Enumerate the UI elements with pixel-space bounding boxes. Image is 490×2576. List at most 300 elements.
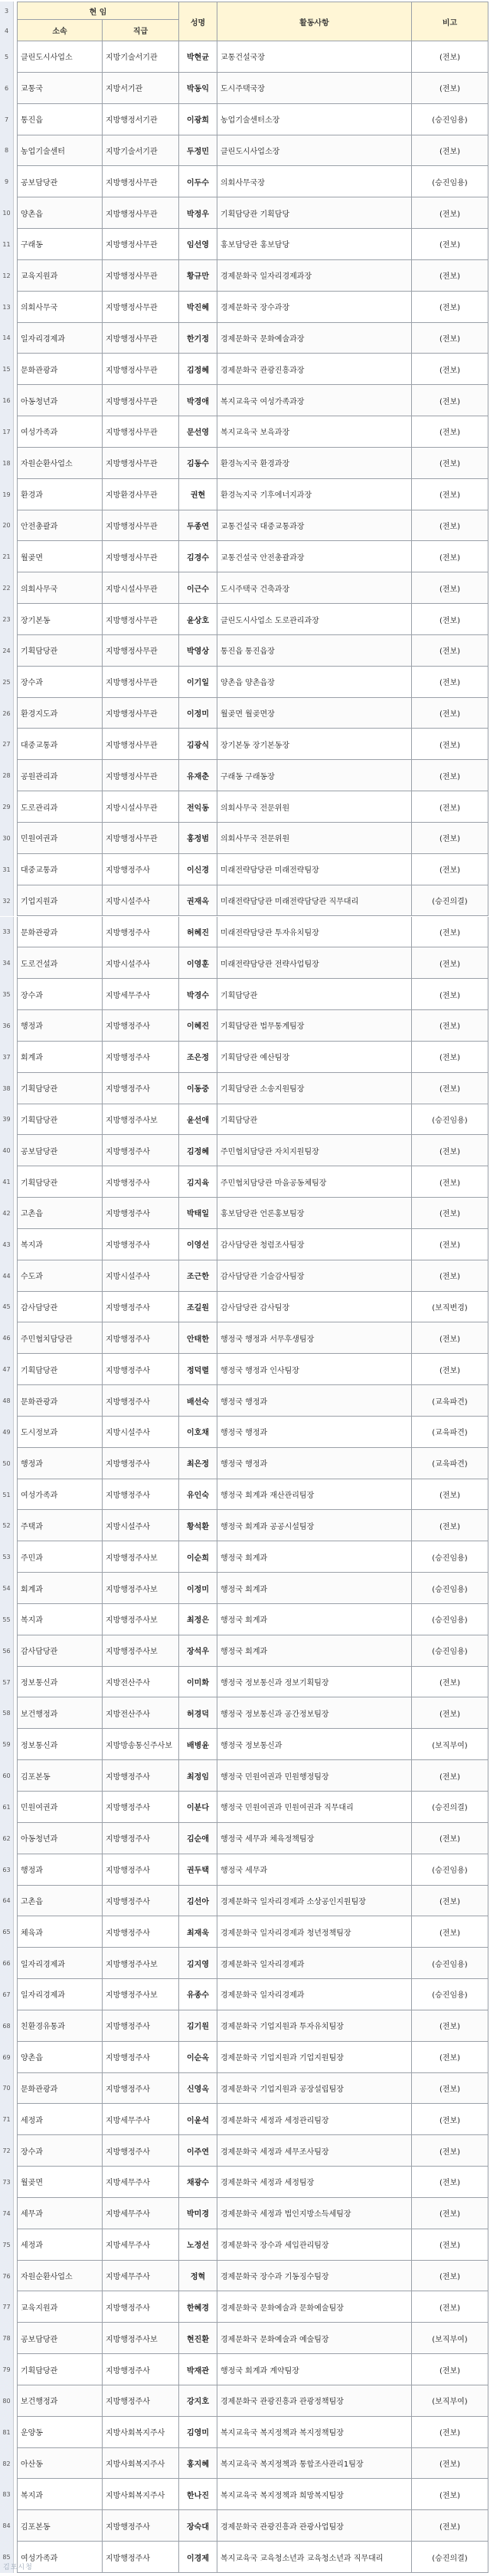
row-number: 60 (0, 1760, 14, 1792)
dept-cell: 교육지원과 (17, 2291, 103, 2322)
table-row (17, 1042, 488, 1073)
rank-cell: 지방시설주사 (103, 1510, 179, 1541)
table-row (17, 2385, 488, 2417)
rank-cell: 지방행정주사 (103, 1354, 179, 1384)
table-row (17, 2542, 488, 2573)
row-number: 67 (0, 1979, 14, 2010)
note-cell: (전보) (412, 323, 488, 354)
row-number: 8 (0, 135, 14, 167)
row-number: 73 (0, 2167, 14, 2198)
rank-cell: 지방전산주사 (103, 1667, 179, 1697)
rank-cell: 지방행정주사 (103, 2510, 179, 2541)
dept-cell: 기획담당관 (17, 1354, 103, 1384)
row-number: 72 (0, 2135, 14, 2167)
table-row (17, 2261, 488, 2292)
duty-cell: 미래전략담당관 투자유치팀장 (217, 917, 412, 947)
table-row (17, 760, 488, 791)
note-cell: (전보) (412, 1260, 488, 1291)
note-cell: (승진임용) (412, 1854, 488, 1885)
rank-cell: 지방행정사무관 (103, 292, 179, 322)
table-row (17, 73, 488, 104)
name-cell: 최정은 (179, 1604, 217, 1635)
dept-cell: 구래동 (17, 229, 103, 259)
duty-cell: 경제문화국 기업지원과 공장설립팀장 (217, 2073, 412, 2104)
row-number: 25 (0, 667, 14, 698)
table-row (17, 2510, 488, 2542)
duty-cell: 행정국 세무과 (217, 1854, 412, 1885)
note-cell: (교육파견) (412, 1448, 488, 1479)
table-row (17, 1760, 488, 1792)
row-number: 10 (0, 197, 14, 229)
rank-cell: 지방행정사무관 (103, 354, 179, 384)
rank-cell: 지방행정주사 (103, 1854, 179, 1885)
rank-cell: 지방사회복지주사 (103, 2448, 179, 2479)
name-cell: 박현균 (179, 41, 217, 72)
name-cell: 권두택 (179, 1854, 217, 1885)
duty-cell: 장기본동 장기본동장 (217, 729, 412, 759)
note-cell: (승진임용) (412, 1541, 488, 1572)
row-number: 77 (0, 2291, 14, 2323)
dept-cell: 환경과 (17, 479, 103, 510)
table-row (17, 885, 488, 917)
row-number: 84 (0, 2510, 14, 2542)
name-cell: 조근한 (179, 1260, 217, 1291)
row-number: 66 (0, 1948, 14, 1979)
name-cell: 이정미 (179, 1573, 217, 1603)
row-number: 32 (0, 885, 14, 917)
rank-cell: 지방행정주사 (103, 2135, 179, 2166)
note-cell: (전보) (412, 1198, 488, 1228)
name-cell: 이순옥 (179, 2042, 217, 2072)
duty-cell: 환경녹지국 기후에너지과장 (217, 479, 412, 510)
header-name: 성명 (179, 2, 217, 41)
dept-cell: 주민협치담당관 (17, 1322, 103, 1353)
row-number: 33 (0, 917, 14, 948)
row-number: 62 (0, 1823, 14, 1854)
name-cell: 윤선애 (179, 1104, 217, 1135)
table-row (17, 385, 488, 416)
dept-cell: 기획담당관 (17, 1073, 103, 1104)
rank-cell: 지방행정주사보 (103, 1541, 179, 1572)
rank-cell: 지방행정주사보 (103, 1573, 179, 1603)
table-row (17, 1886, 488, 1917)
row-number: 76 (0, 2261, 14, 2292)
note-cell: (전보) (412, 416, 488, 447)
table-row (17, 667, 488, 698)
rank-cell: 지방세무주사 (103, 2261, 179, 2291)
dept-cell: 복지과 (17, 2479, 103, 2509)
row-number: 18 (0, 448, 14, 479)
rank-cell: 지방행정사무관 (103, 197, 179, 228)
name-cell: 이신경 (179, 854, 217, 885)
dept-cell: 대중교통과 (17, 854, 103, 885)
dept-cell: 도시정보과 (17, 1417, 103, 1447)
note-cell: (전보) (412, 1042, 488, 1072)
note-cell: (전보) (412, 2479, 488, 2509)
name-cell: 장석우 (179, 1635, 217, 1666)
dept-cell: 교통국 (17, 73, 103, 103)
rank-cell: 지방행정사무관 (103, 510, 179, 541)
note-cell: (전보) (412, 2510, 488, 2541)
table-row (17, 104, 488, 135)
name-cell: 박경애 (179, 385, 217, 416)
name-cell: 유종수 (179, 1979, 217, 2010)
duty-cell: 환경녹지국 환경과장 (217, 448, 412, 478)
name-cell: 김경수 (179, 541, 217, 572)
note-cell: (교육파견) (412, 1417, 488, 1447)
rank-cell: 지방사회복지주사 (103, 2479, 179, 2509)
table-row (17, 1135, 488, 1166)
duty-cell: 도시주택국장 (217, 73, 412, 103)
dept-cell: 공보담당관 (17, 1135, 103, 1166)
table-row (17, 1198, 488, 1229)
name-cell: 전익동 (179, 791, 217, 822)
note-cell: (전보) (412, 1916, 488, 1947)
rank-cell: 지방행정주사 (103, 1823, 179, 1854)
table-row (17, 2323, 488, 2354)
row-number: 71 (0, 2104, 14, 2135)
table-row (17, 229, 488, 260)
rank-cell: 지방행정주사 (103, 1292, 179, 1322)
name-cell: 박동익 (179, 73, 217, 103)
dept-cell: 환경지도과 (17, 698, 103, 729)
rank-cell: 지방행정주사 (103, 2042, 179, 2072)
row-number: 54 (0, 1573, 14, 1604)
row-number: 69 (0, 2042, 14, 2073)
note-cell: (전보) (412, 698, 488, 729)
row-number: 50 (0, 1448, 14, 1479)
dept-cell: 행정과 (17, 1010, 103, 1041)
name-cell: 현진환 (179, 2323, 217, 2353)
table-row (17, 1510, 488, 1541)
note-cell: (전보) (412, 1135, 488, 1166)
rank-cell: 지방행정주사보 (103, 1604, 179, 1635)
note-cell: (전보) (412, 541, 488, 572)
table-row (17, 1823, 488, 1854)
rank-cell: 지방시설사무관 (103, 791, 179, 822)
dept-cell: 일자리경제과 (17, 323, 103, 354)
name-cell: 박정우 (179, 197, 217, 228)
row-number: 58 (0, 1697, 14, 1729)
duty-cell: 행정국 민원여권과 민원여권과 직무대리 (217, 1792, 412, 1822)
note-cell: (승진임용) (412, 166, 488, 197)
duty-cell: 행정국 회계과 계약팀장 (217, 2354, 412, 2385)
name-cell: 황석환 (179, 1510, 217, 1541)
note-cell: (전보) (412, 2135, 488, 2166)
note-cell: (전보) (412, 1073, 488, 1104)
rank-cell: 지방행정사무관 (103, 667, 179, 697)
duty-cell: 경제문화국 세정과 세정관리팀장 (217, 2104, 412, 2134)
note-cell: (승진임용) (412, 1604, 488, 1635)
name-cell: 한기정 (179, 323, 217, 354)
rank-cell: 지방행정서기관 (103, 104, 179, 135)
dept-cell: 문화관광과 (17, 1385, 103, 1416)
table-row (17, 2073, 488, 2105)
note-cell: (전보) (412, 41, 488, 72)
rank-cell: 지방행정주사 (103, 854, 179, 885)
note-cell: (전보) (412, 260, 488, 291)
name-cell: 이경제 (179, 2542, 217, 2572)
dept-cell: 도로건설과 (17, 947, 103, 978)
name-cell: 박미경 (179, 2198, 217, 2229)
note-cell: (전보) (412, 2291, 488, 2322)
note-cell: (전보) (412, 947, 488, 978)
row-number: 43 (0, 1229, 14, 1260)
dept-cell: 복지과 (17, 1604, 103, 1635)
row-number: 81 (0, 2417, 14, 2448)
table-row (17, 323, 488, 354)
rank-cell: 지방행정주사보 (103, 1948, 179, 1978)
rank-cell: 지방행정주사 (103, 2542, 179, 2572)
dept-cell: 문화관광과 (17, 2073, 103, 2104)
rank-cell: 지방시설주사 (103, 885, 179, 916)
note-cell: (전보) (412, 510, 488, 541)
note-cell: (전보) (412, 1760, 488, 1791)
duty-cell: 경제문화국 세정과 법인지방소득세팀장 (217, 2198, 412, 2229)
duty-cell: 홍보담당관 홍보담당 (217, 229, 412, 259)
duty-cell: 행정국 회계과 (217, 1541, 412, 1572)
rank-cell: 지방행정사무관 (103, 166, 179, 197)
duty-cell: 행정국 회계과 (217, 1573, 412, 1603)
duty-cell: 경제문화국 세정과 세무조사팀장 (217, 2135, 412, 2166)
rank-cell: 지방시설주사 (103, 1417, 179, 1447)
duty-cell: 행정국 행정과 (217, 1385, 412, 1416)
duty-cell: 경제문화국 일자리경제과 소상공인지원팀장 (217, 1886, 412, 1916)
rank-cell: 지방행정사무관 (103, 260, 179, 291)
table-row (17, 2198, 488, 2229)
name-cell: 김광식 (179, 729, 217, 759)
rank-cell: 지방행정주사 (103, 1166, 179, 1197)
name-cell: 이혜진 (179, 1010, 217, 1041)
rank-cell: 지방행정주사 (103, 1792, 179, 1822)
name-cell: 박태일 (179, 1198, 217, 1228)
dept-cell: 문화관광과 (17, 354, 103, 384)
table-row (17, 1385, 488, 1417)
dept-cell: 공원관리과 (17, 760, 103, 791)
dept-cell: 월곶면 (17, 541, 103, 572)
name-cell: 황규만 (179, 260, 217, 291)
row-number: 38 (0, 1073, 14, 1104)
duty-cell: 감사담당관 청렴조사팀장 (217, 1229, 412, 1260)
name-cell: 유인숙 (179, 1479, 217, 1510)
note-cell: (전보) (412, 1510, 488, 1541)
name-cell: 이영선 (179, 1229, 217, 1260)
duty-cell: 경제문화국 관광진흥과 관광사업팀장 (217, 2510, 412, 2541)
name-cell: 권재옥 (179, 885, 217, 916)
note-cell: (보직부여) (412, 1729, 488, 1759)
dept-cell: 아동청년과 (17, 1823, 103, 1854)
rank-cell: 지방행정주사 (103, 1479, 179, 1510)
row-number: 44 (0, 1260, 14, 1292)
header-duty: 활동사항 (217, 2, 412, 41)
table-row (17, 1322, 488, 1354)
name-cell: 이두수 (179, 166, 217, 197)
table-row (17, 1792, 488, 1823)
row-number: 9 (0, 166, 14, 197)
table-row (17, 1854, 488, 1886)
rank-cell: 지방행정사무관 (103, 541, 179, 572)
table-row (17, 135, 488, 167)
rank-cell: 지방행정사무관 (103, 604, 179, 634)
table-row (17, 2448, 488, 2480)
rank-cell: 지방행정사무관 (103, 385, 179, 416)
note-cell: (전보) (412, 604, 488, 634)
duty-cell: 구래동 구래동장 (217, 760, 412, 791)
name-cell: 채광수 (179, 2167, 217, 2197)
duty-cell: 경제문화국 장수과장 (217, 292, 412, 322)
note-cell: (전보) (412, 1166, 488, 1197)
row-number: 23 (0, 604, 14, 635)
rank-cell: 지방행정사무관 (103, 760, 179, 791)
note-cell: (전보) (412, 2167, 488, 2197)
duty-cell: 복지교육국 복지정책과 희망복지팀장 (217, 2479, 412, 2509)
dept-cell: 회계과 (17, 1042, 103, 1072)
row-number: 13 (0, 292, 14, 323)
rank-cell: 지방행정주사 (103, 1385, 179, 1416)
name-cell: 유재춘 (179, 760, 217, 791)
duty-cell: 경제문화국 기업지원과 기업지원팀장 (217, 2042, 412, 2072)
rank-cell: 지방기술서기관 (103, 135, 179, 166)
name-cell: 배병윤 (179, 1729, 217, 1759)
table-row (17, 1541, 488, 1573)
note-cell: (승진의결) (412, 2542, 488, 2572)
dept-cell: 클린도시사업소 (17, 41, 103, 72)
duty-cell: 양촌읍 양촌읍장 (217, 667, 412, 697)
row-number: 65 (0, 1916, 14, 1948)
name-cell: 이광희 (179, 104, 217, 135)
rank-cell: 지방시설주사 (103, 947, 179, 978)
name-cell: 강지호 (179, 2385, 217, 2416)
dept-cell: 친환경유통과 (17, 2010, 103, 2041)
dept-cell: 보건행정과 (17, 2385, 103, 2416)
name-cell: 최은정 (179, 1448, 217, 1479)
table-row (17, 1073, 488, 1104)
note-cell: (전보) (412, 135, 488, 166)
rank-cell: 지방행정주사 (103, 1448, 179, 1479)
table-row (17, 1166, 488, 1198)
duty-cell: 행정국 회계과 공공시설팀장 (217, 1510, 412, 1541)
name-cell: 이순희 (179, 1541, 217, 1572)
rank-cell: 지방행정주사 (103, 2291, 179, 2322)
rank-cell: 지방행정주사보 (103, 1979, 179, 2010)
note-cell: (승진임용) (412, 1104, 488, 1135)
note-cell: (전보) (412, 760, 488, 791)
rank-cell: 지방행정주사 (103, 1886, 179, 1916)
rank-cell: 지방전산주사 (103, 1697, 179, 1728)
row-number: 30 (0, 823, 14, 854)
rank-cell: 지방행정사무관 (103, 323, 179, 354)
table-row (17, 823, 488, 854)
name-cell: 조은정 (179, 1042, 217, 1072)
name-cell: 박재관 (179, 2354, 217, 2385)
note-cell: (전보) (412, 1886, 488, 1916)
rank-cell: 지방행정주사 (103, 1760, 179, 1791)
table-row (17, 1667, 488, 1698)
dept-cell: 기획담당관 (17, 2354, 103, 2385)
note-cell: (전보) (412, 917, 488, 947)
row-number: 15 (0, 354, 14, 385)
duty-cell: 교통건설국 안전총괄과장 (217, 541, 412, 572)
duty-cell: 기획담당관 소송지원팀장 (217, 1073, 412, 1104)
table-row (17, 1104, 488, 1136)
row-number: 75 (0, 2229, 14, 2261)
dept-cell: 정보통신과 (17, 1729, 103, 1759)
note-cell: (전보) (412, 292, 488, 322)
name-cell: 정덕렬 (179, 1354, 217, 1384)
duty-cell: 행정국 회계과 재산관리팀장 (217, 1479, 412, 1510)
row-number: 12 (0, 260, 14, 292)
rank-cell: 지방행정사무관 (103, 823, 179, 853)
duty-cell: 클린도시사업소 도로관리과장 (217, 604, 412, 634)
table-row (17, 292, 488, 323)
dept-cell: 여성가족과 (17, 1479, 103, 1510)
table-row (17, 1916, 488, 1948)
duty-cell: 의회사무국 전문위원 (217, 791, 412, 822)
duty-cell: 경제문화국 기업지원과 투자유치팀장 (217, 2010, 412, 2041)
note-cell: (승진임용) (412, 1948, 488, 1978)
table-row (17, 1979, 488, 2010)
dept-cell: 여성가족과 (17, 416, 103, 447)
duty-cell: 행정국 정보통신과 정보기획팀장 (217, 1667, 412, 1697)
note-cell: (전보) (412, 385, 488, 416)
row-number: 31 (0, 854, 14, 885)
row-number: 83 (0, 2479, 14, 2510)
table-row (17, 1604, 488, 1635)
row-number: 37 (0, 1042, 14, 1073)
row-number: 45 (0, 1292, 14, 1323)
dept-cell: 의회사무국 (17, 572, 103, 603)
note-cell: (전보) (412, 572, 488, 603)
row-number: 20 (0, 510, 14, 542)
dept-cell: 도로관리과 (17, 791, 103, 822)
note-cell: (전보) (412, 1229, 488, 1260)
table-row (17, 260, 488, 292)
duty-cell: 주민협치담당관 마을공동체팀장 (217, 1166, 412, 1197)
note-cell: (전보) (412, 1479, 488, 1510)
table-row (17, 479, 488, 510)
row-number: 79 (0, 2354, 14, 2385)
note-cell: (승진임용) (412, 1979, 488, 2010)
dept-cell: 행정과 (17, 1854, 103, 1885)
note-cell: (승진의결) (412, 885, 488, 916)
dept-cell: 일자리경제과 (17, 1948, 103, 1978)
name-cell: 이주연 (179, 2135, 217, 2166)
dept-cell: 기획담당관 (17, 635, 103, 666)
rank-cell: 지방행정주사 (103, 1198, 179, 1228)
rank-cell: 지방세무주사 (103, 2167, 179, 2197)
duty-cell: 행정국 행정과 서무후생팀장 (217, 1322, 412, 1353)
rank-cell: 지방행정주사 (103, 1916, 179, 1947)
duty-cell: 경제문화국 일자리경제과장 (217, 260, 412, 291)
table-row (17, 1573, 488, 1604)
note-cell: (보직부여) (412, 2323, 488, 2353)
row-number: 47 (0, 1354, 14, 1385)
dept-cell: 정보통신과 (17, 1667, 103, 1697)
duty-cell: 행정국 행정과 인사팀장 (217, 1354, 412, 1384)
rank-cell: 지방행정주사 (103, 1010, 179, 1041)
table-row (17, 2135, 488, 2167)
row-number: 57 (0, 1667, 14, 1698)
rank-cell: 지방행정주사 (103, 2073, 179, 2104)
name-cell: 이미화 (179, 1667, 217, 1697)
duty-cell: 교통건설국 대중교통과장 (217, 510, 412, 541)
rank-cell: 지방행정주사 (103, 1229, 179, 1260)
note-cell: (전보) (412, 2354, 488, 2385)
table-row (17, 2479, 488, 2510)
name-cell: 허혜진 (179, 917, 217, 947)
note-cell: (전보) (412, 479, 488, 510)
dept-cell: 운양동 (17, 2417, 103, 2447)
